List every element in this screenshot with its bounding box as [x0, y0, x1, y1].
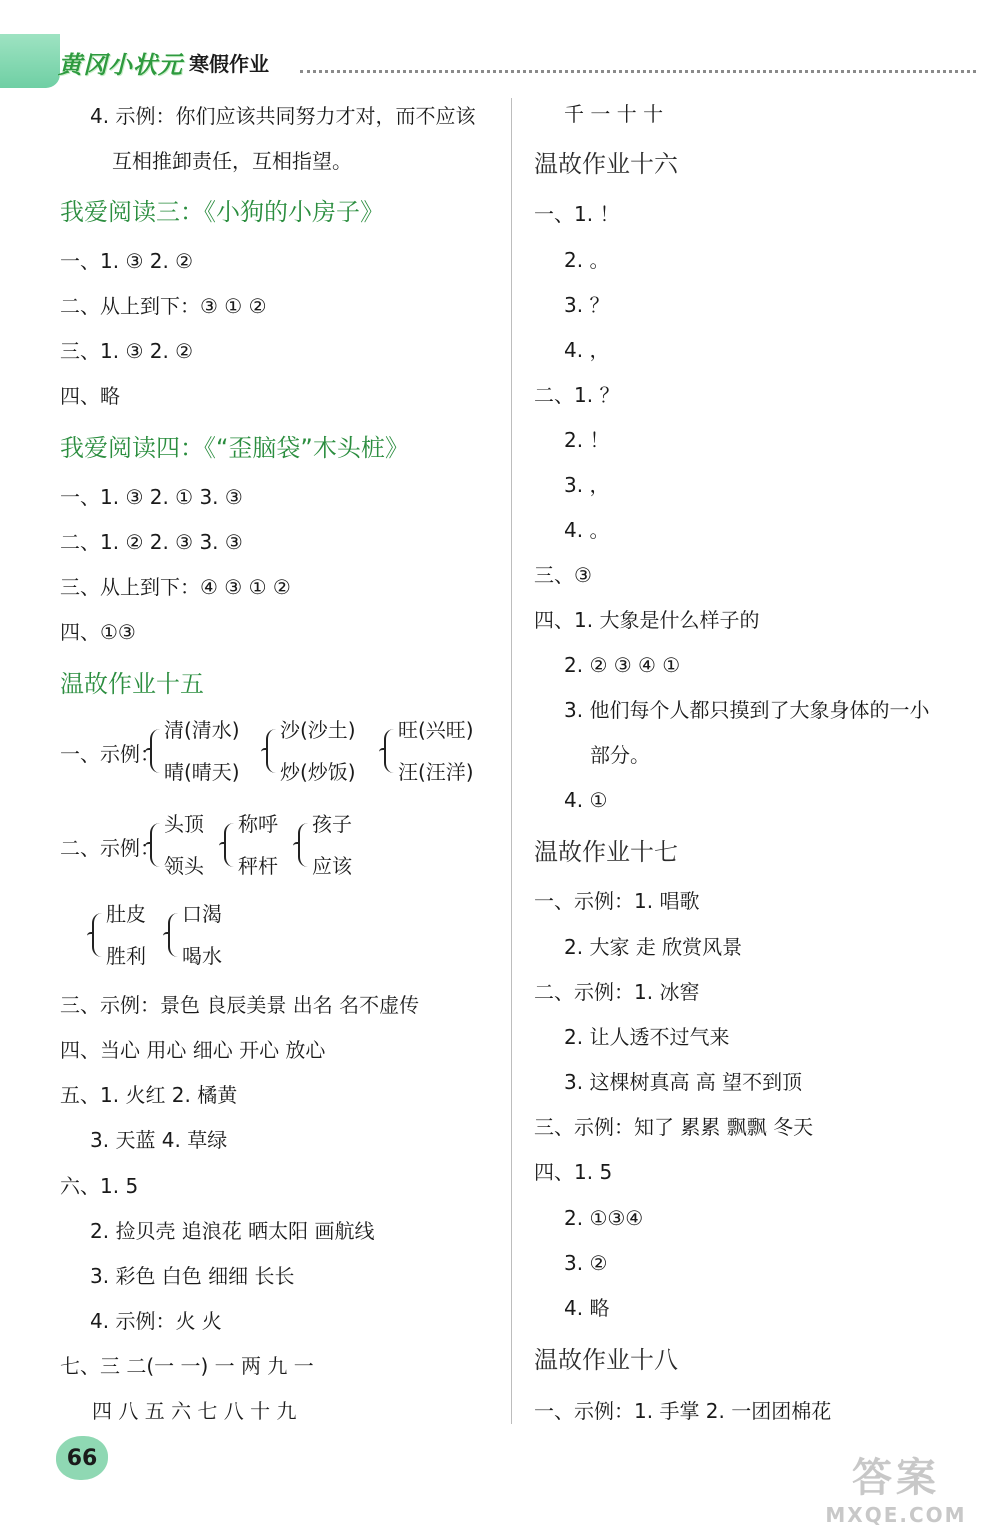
- brace-group: [92, 900, 146, 970]
- brace-item: 口渴: [182, 902, 222, 926]
- answer-line: 四、略: [60, 384, 120, 408]
- section-heading: 我爱阅读三：《小狗的小房子》: [60, 198, 384, 226]
- answer-line: 部分。: [590, 743, 650, 767]
- brace-item: 沙(沙土): [280, 718, 356, 742]
- column-divider: [511, 98, 512, 1424]
- brace-group: [150, 810, 204, 880]
- brace-group: [384, 716, 474, 786]
- answer-line: 一、1. ！: [534, 202, 620, 226]
- answer-line: 3. ？: [564, 293, 610, 317]
- brace-item: 胜利: [106, 944, 146, 968]
- section-heading: 温故作业十八: [534, 1346, 678, 1374]
- brace-item: 汪(汪洋): [398, 760, 474, 784]
- brace-icon: [168, 913, 178, 957]
- answer-line: 四、当心 用心 细心 开心 放心: [60, 1038, 326, 1062]
- answer-line: 一、示例：1. 手掌 2. 一团团棉花: [534, 1399, 832, 1423]
- answer-line: 2. 大家 走 欣赏风景: [564, 935, 743, 959]
- answer-line: 3. 他们每个人都只摸到了大象身体的一小: [564, 698, 930, 722]
- answer-line: 4. 略: [564, 1296, 610, 1320]
- watermark-main: 答案: [852, 1454, 940, 1501]
- answer-line: 四 八 五 六 七 八 十 九: [92, 1399, 297, 1423]
- brace-item: 头顶: [164, 812, 204, 836]
- exercise-label: 二、示例：: [60, 836, 160, 860]
- answer-line: 二、1. ② 2. ③ 3. ③: [60, 530, 243, 554]
- answer-line: 3. ，: [564, 473, 610, 497]
- brace-item: 清(清水): [164, 718, 240, 742]
- answer-line: 四、1. 大象是什么样子的: [534, 608, 760, 632]
- brace-item: 孩子: [312, 812, 352, 836]
- brace-icon: [92, 913, 102, 957]
- answer-line: 4. ，: [564, 338, 610, 362]
- answer-line: 三、③: [534, 563, 592, 587]
- answer-line: 一、1. ③ 2. ① 3. ③: [60, 485, 243, 509]
- answer-line: 互相推卸责任，互相指望。: [112, 149, 352, 173]
- answer-line: 四、1. 5: [534, 1160, 613, 1184]
- answer-line: 4. 示例：你们应该共同努力才对，而不应该: [90, 104, 476, 128]
- answer-line: 2. 捡贝壳 追浪花 晒太阳 画航线: [90, 1219, 375, 1243]
- answer-line: 三、示例：景色 良辰美景 出名 名不虚传: [60, 993, 420, 1017]
- watermark-logo: [816, 1446, 976, 1526]
- answer-line: 3. ②: [564, 1251, 608, 1275]
- answer-line: 4. 示例：火 火: [90, 1309, 222, 1333]
- brace-item: 肚皮: [106, 902, 146, 926]
- answer-line: 三、1. ③ 2. ②: [60, 339, 194, 363]
- brace-icon: [150, 729, 160, 773]
- brace-item: 晴(晴天): [164, 760, 240, 784]
- answer-line: 4. 。: [564, 518, 610, 542]
- brace-item: 喝水: [182, 944, 222, 968]
- brace-item: 领头: [164, 854, 204, 878]
- answer-line: 二、示例：1. 冰窖: [534, 980, 700, 1004]
- answer-line: 3. 彩色 白色 细细 长长: [90, 1264, 295, 1288]
- answer-line: 一、1. ③ 2. ②: [60, 249, 194, 273]
- answer-line: 三、示例：知了 累累 飘飘 冬天: [534, 1115, 814, 1139]
- answer-line: 2. ①③④: [564, 1206, 644, 1230]
- section-heading: 我爱阅读四：《“歪脑袋”木头桩》: [60, 434, 409, 462]
- header-brand: [58, 42, 269, 82]
- answer-line: 五、1. 火红 2. 橘黄: [60, 1083, 238, 1107]
- header-dotted-rule: [300, 70, 976, 73]
- brand-suffix: 寒假作业: [189, 51, 269, 76]
- answer-line: 2. ② ③ ④ ①: [564, 653, 681, 677]
- brace-group: [168, 900, 222, 970]
- header-tab-decoration: [0, 34, 60, 88]
- brace-item: 旺(兴旺): [398, 718, 474, 742]
- brace-icon: [384, 729, 394, 773]
- brace-item: 称呼: [238, 812, 278, 836]
- brace-group: [224, 810, 278, 880]
- brace-group: [266, 716, 356, 786]
- brace-item: 应该: [312, 854, 352, 878]
- answer-line: 4. ①: [564, 788, 608, 812]
- brace-item: 炒(炒饭): [280, 760, 356, 784]
- answer-line: 3. 天蓝 4. 草绿: [90, 1128, 228, 1152]
- answer-line: 六、1. 5: [60, 1174, 139, 1198]
- answer-line: 千 一 十 十: [564, 102, 664, 126]
- answer-line: 2. 让人透不过气来: [564, 1025, 730, 1049]
- brace-group: [298, 810, 352, 880]
- answer-line: 七、三 二(一 一) 一 两 九 一: [60, 1354, 314, 1378]
- answer-line: 二、从上到下：③ ① ②: [60, 294, 267, 318]
- brace-icon: [298, 823, 308, 867]
- watermark-sub: MXQE.COM: [825, 1502, 967, 1527]
- section-heading: 温故作业十七: [534, 838, 678, 866]
- exercise-label: 一、示例：: [60, 742, 160, 766]
- page-number: 66: [56, 1436, 108, 1480]
- answer-line: 四、①③: [60, 620, 136, 644]
- answer-line: 2. 。: [564, 248, 610, 272]
- section-heading: 温故作业十五: [60, 670, 204, 698]
- brace-icon: [266, 729, 276, 773]
- answer-line: 三、从上到下：④ ③ ① ②: [60, 575, 291, 599]
- answer-line: 3. 这棵树真高 高 望不到顶: [564, 1070, 803, 1094]
- section-heading: 温故作业十六: [534, 150, 678, 178]
- brace-icon: [150, 823, 160, 867]
- brand-logo: 黄冈小状元: [58, 49, 183, 79]
- brace-item: 秤杆: [238, 854, 278, 878]
- answer-line: 2. ！: [564, 428, 610, 452]
- brace-icon: [224, 823, 234, 867]
- answer-line: 一、示例：1. 唱歌: [534, 889, 700, 913]
- answer-line: 二、1. ？: [534, 383, 620, 407]
- brace-group: [150, 716, 240, 786]
